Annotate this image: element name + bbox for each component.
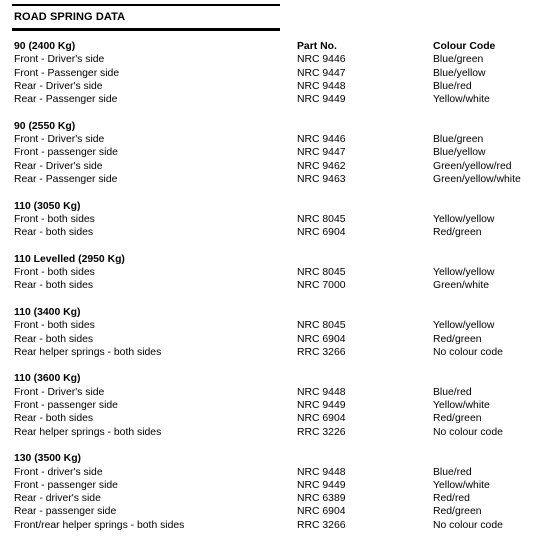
spring-row [14, 426, 554, 439]
group-heading: 110 Levelled (2950 Kg) [14, 253, 125, 265]
column-header-colour-code: Colour Code [433, 41, 496, 52]
group-header-row [14, 306, 554, 319]
group-heading: 110 (3050 Kg) [14, 200, 81, 212]
colour-code: Blue/green [433, 134, 484, 146]
spring-row [14, 53, 554, 66]
part-number: NRC 9448 [297, 466, 346, 478]
spring-position: Front - passenger side [14, 479, 118, 491]
part-number: NRC 9447 [297, 147, 346, 159]
colour-code: Green/yellow/red [433, 160, 512, 172]
spring-position: Rear - passenger side [14, 506, 117, 518]
colour-code: Red/green [433, 506, 482, 518]
colour-code: Yellow/white [433, 400, 490, 412]
colour-code: Green/white [433, 280, 490, 292]
part-number: NRC 6904 [297, 333, 346, 345]
colour-code: Green/yellow/white [433, 173, 521, 185]
part-number: NRC 9449 [297, 400, 346, 412]
part-number: NRC 9446 [297, 54, 346, 66]
spring-row [14, 346, 554, 359]
group-heading: 90 (2550 Kg) [14, 120, 76, 132]
spring-position: Front - Passenger side [14, 67, 120, 79]
spring-position: Rear - both sides [14, 280, 94, 292]
vehicle-group [14, 253, 554, 293]
vehicle-group [14, 372, 554, 438]
spring-position: Rear - both sides [14, 333, 94, 345]
colour-code: Red/green [433, 227, 482, 239]
part-number: NRC 9462 [297, 160, 346, 172]
spring-position: Front - passenger side [14, 400, 118, 412]
spring-row [14, 399, 554, 412]
colour-code: No colour code [433, 346, 503, 358]
part-number: NRC 9447 [297, 67, 346, 79]
spring-position: Rear - Driver's side [14, 80, 103, 92]
colour-code: Red/green [433, 333, 482, 345]
spring-row [14, 466, 554, 479]
spring-row [14, 133, 554, 146]
group-heading: 110 (3400 Kg) [14, 306, 81, 318]
spring-row [14, 333, 554, 346]
colour-code: Yellow/yellow [433, 267, 495, 279]
colour-code: Blue/red [433, 466, 472, 478]
group-header-row [14, 253, 554, 266]
spring-position: Rear - both sides [14, 227, 94, 239]
group-header-row [14, 372, 554, 385]
part-number: NRC 8045 [297, 213, 346, 225]
spring-row [14, 80, 554, 93]
group-heading: 90 (2400 Kg) [14, 41, 76, 52]
colour-code: Yellow/white [433, 94, 490, 106]
group-header-row [14, 120, 554, 133]
spring-row [14, 67, 554, 80]
spring-row [14, 319, 554, 332]
vehicle-group [14, 40, 554, 106]
part-number: NRC 8045 [297, 320, 346, 332]
colour-code: Blue/red [433, 386, 472, 398]
part-number: RRC 3266 [297, 519, 346, 531]
group-heading: 110 (3600 Kg) [14, 373, 81, 385]
spring-row [14, 146, 554, 159]
part-number: NRC 6389 [297, 493, 346, 505]
group-header-row [14, 40, 554, 53]
colour-code: Red/green [433, 413, 482, 425]
spring-row [14, 479, 554, 492]
spring-position: Front - Driver's side [14, 134, 105, 146]
part-number: NRC 6904 [297, 413, 346, 425]
page-title: ROAD SPRING DATA [14, 11, 126, 23]
spring-position: Front - Driver's side [14, 386, 105, 398]
column-header-part-no: Part No. [297, 41, 337, 52]
spring-row [14, 492, 554, 505]
vehicle-group [14, 306, 554, 359]
spring-position: Rear - driver's side [14, 493, 101, 505]
spring-row [14, 386, 554, 399]
spring-row [14, 173, 554, 186]
part-number: NRC 6904 [297, 506, 346, 518]
spring-position: Front/rear helper springs - both sides [14, 519, 185, 531]
part-number: NRC 9446 [297, 134, 346, 146]
spring-row [14, 519, 554, 532]
part-number: NRC 9449 [297, 479, 346, 491]
spring-position: Front - Driver's side [14, 54, 105, 66]
spring-row [14, 160, 554, 173]
part-number: NRC 7000 [297, 280, 346, 292]
colour-code: Blue/red [433, 80, 472, 92]
spring-row [14, 226, 554, 239]
spring-position: Front - driver's side [14, 466, 103, 478]
part-number: NRC 9463 [297, 173, 346, 185]
colour-code: Yellow/white [433, 479, 490, 491]
spring-position: Rear - Driver's side [14, 160, 103, 172]
colour-code: Red/red [433, 493, 470, 505]
part-number: NRC 6904 [297, 227, 346, 239]
spring-row [14, 279, 554, 292]
vehicle-group [14, 452, 554, 532]
group-heading: 130 (3500 Kg) [14, 453, 81, 465]
spring-position: Front - both sides [14, 213, 95, 225]
spring-position: Rear - both sides [14, 413, 94, 425]
colour-code: No colour code [433, 519, 503, 531]
spring-position: Rear helper springs - both sides [14, 346, 162, 358]
spring-position: Front - both sides [14, 267, 95, 279]
part-number: RRC 3226 [297, 426, 346, 438]
title-rule-bottom [12, 28, 280, 31]
part-number: NRC 9449 [297, 94, 346, 106]
part-number: RRC 3266 [297, 346, 346, 358]
spring-position: Rear - Passenger side [14, 94, 118, 106]
group-header-row [14, 452, 554, 465]
spring-position: Rear helper springs - both sides [14, 426, 162, 438]
spring-row [14, 213, 554, 226]
spring-position: Front - passenger side [14, 147, 118, 159]
group-header-row [14, 200, 554, 213]
spring-position: Front - both sides [14, 320, 95, 332]
colour-code: Yellow/yellow [433, 213, 495, 225]
colour-code: Blue/green [433, 54, 484, 66]
part-number: NRC 8045 [297, 267, 346, 279]
colour-code: Blue/yellow [433, 67, 486, 79]
colour-code: Yellow/yellow [433, 320, 495, 332]
spring-row [14, 412, 554, 425]
vehicle-group [14, 200, 554, 240]
spring-row [14, 93, 554, 106]
spring-position: Rear - Passenger side [14, 173, 118, 185]
spring-row [14, 505, 554, 518]
title-rule-top [12, 4, 280, 6]
spring-row [14, 266, 554, 279]
colour-code: No colour code [433, 426, 503, 438]
part-number: NRC 9448 [297, 386, 346, 398]
spring-data-table [14, 40, 554, 532]
vehicle-group [14, 120, 554, 186]
part-number: NRC 9448 [297, 80, 346, 92]
colour-code: Blue/yellow [433, 147, 486, 159]
